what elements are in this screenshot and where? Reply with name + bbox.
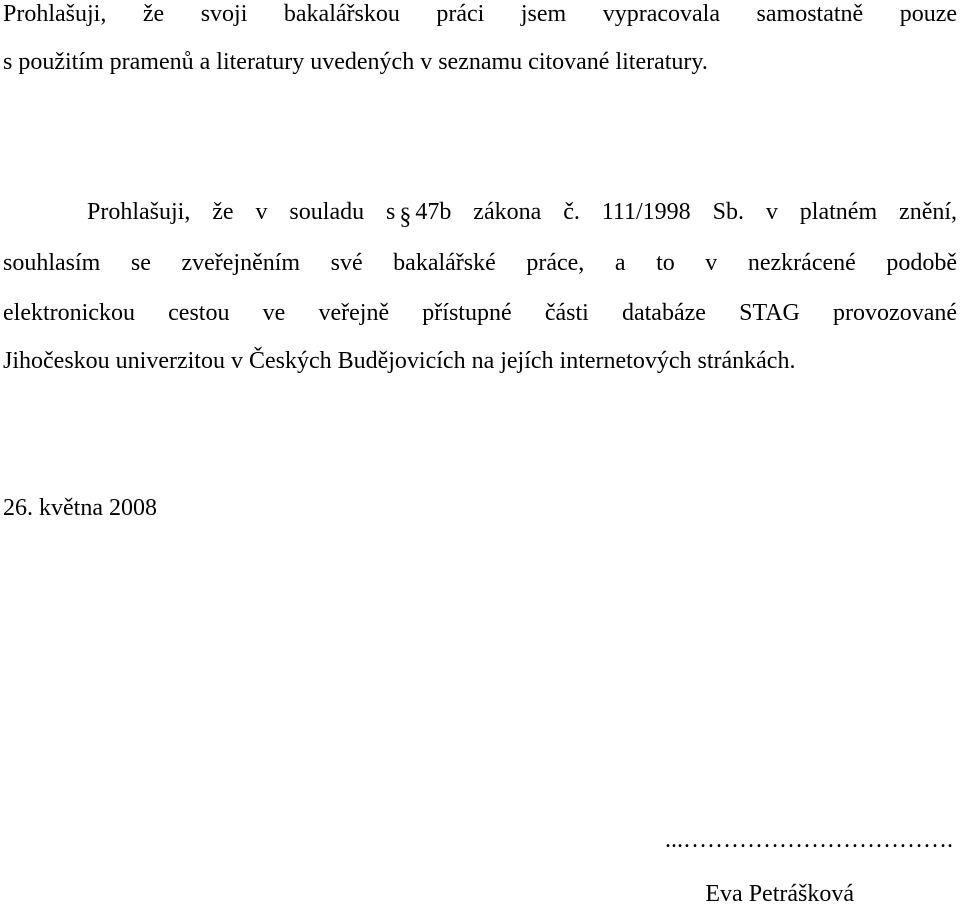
section-symbol: § xyxy=(399,204,412,230)
paragraph2-line1 xyxy=(87,198,957,231)
paragraph2-line3: elektronickou cestou ve veřejně přístupné části databáze STAG provozované xyxy=(3,300,957,326)
signature-name: Eva Petrášková xyxy=(705,881,854,907)
paragraph2-line4: Jihočeskou univerzitou v Českých Budějovicích na jejích internetových stránkách. xyxy=(3,348,796,374)
declaration-date: 26. května 2008 xyxy=(3,495,157,521)
paragraph2-line1-part1: Prohlašuji, že v souladu s xyxy=(87,199,396,225)
paragraph2-line1-part2: 47b zákona č. 111/1998 Sb. v platném znění, xyxy=(415,199,958,225)
paragraph1-line2: s použitím pramenů a literatury uvedených v seznamu citované literatury. xyxy=(3,49,708,75)
paragraph2-line2: souhlasím se zveřejněním své bakalářské práce, a to v nezkrácené podobě xyxy=(3,250,957,276)
paragraph1-line1: Prohlašuji, že svoji bakalářskou práci jsem vypracovala samostatně pouze xyxy=(3,1,957,27)
signature-line: ...……………………………. xyxy=(665,827,953,853)
